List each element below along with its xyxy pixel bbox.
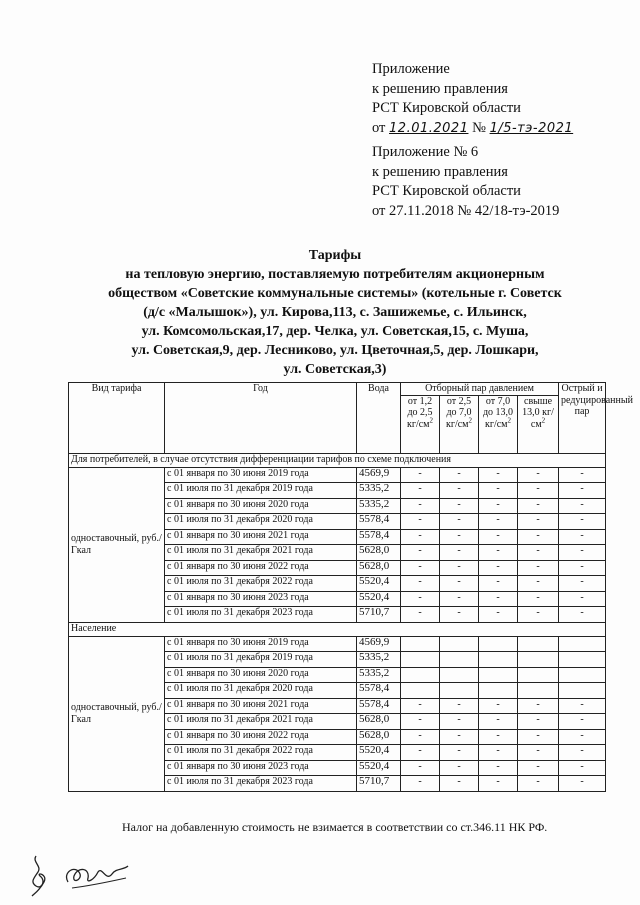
document-title <box>60 246 610 379</box>
sharp-cell: - <box>559 607 606 623</box>
period-cell: с 01 июля по 31 декабря 2023 года <box>165 607 357 623</box>
water-cell: 5578,4 <box>357 683 401 699</box>
p3-cell: - <box>479 483 518 499</box>
p1-cell: - <box>401 607 440 623</box>
period-cell: с 01 января по 30 июня 2020 года <box>165 667 357 683</box>
sharp-cell <box>559 652 606 668</box>
sharp-cell: - <box>559 560 606 576</box>
sharp-cell <box>559 667 606 683</box>
p4-cell: - <box>518 529 559 545</box>
p3-cell <box>479 667 518 683</box>
period-cell: с 01 января по 30 июня 2021 года <box>165 698 357 714</box>
p2-cell <box>440 667 479 683</box>
period-cell: с 01 июля по 31 декабря 2022 года <box>165 576 357 592</box>
sharp-cell: - <box>559 776 606 792</box>
sharp-cell <box>559 683 606 699</box>
p1-cell: - <box>401 545 440 561</box>
tariff-kind-cell: одноставочный, руб./Гкал <box>69 636 165 791</box>
tariff-kind-cell: одноставочный, руб./Гкал <box>69 467 165 622</box>
p4-cell: - <box>518 514 559 530</box>
sharp-cell: - <box>559 498 606 514</box>
p4-cell <box>518 652 559 668</box>
p3-cell: - <box>479 545 518 561</box>
p3-cell: - <box>479 498 518 514</box>
p3-cell: - <box>479 607 518 623</box>
p2-cell: - <box>440 576 479 592</box>
title-line5: ул. Комсомольская,17, дер. Челка, ул. Советская,15, с. Муша, <box>141 324 529 339</box>
water-cell: 5520,4 <box>357 745 401 761</box>
water-cell: 5628,0 <box>357 714 401 730</box>
p3-cell: - <box>479 529 518 545</box>
p4-cell <box>518 683 559 699</box>
p4-cell <box>518 667 559 683</box>
header-p3: от 7,0 до 13,0 $кг/см^2$ <box>479 395 518 453</box>
p2-cell: - <box>440 498 479 514</box>
p4-cell <box>518 636 559 652</box>
title-line1: Тарифы <box>308 248 362 263</box>
period-cell: с 01 июля по 31 декабря 2023 года <box>165 776 357 792</box>
header-p1: от 1,2 до 2,5 $кг/см^2$ <box>401 395 440 453</box>
p3-cell: - <box>479 467 518 483</box>
p2-cell: - <box>440 545 479 561</box>
water-cell: 5628,0 <box>357 560 401 576</box>
p3-cell: - <box>479 560 518 576</box>
p4-cell: - <box>518 498 559 514</box>
table-row <box>69 467 606 483</box>
p3-cell: - <box>479 514 518 530</box>
water-cell: 5578,4 <box>357 514 401 530</box>
sharp-cell: - <box>559 714 606 730</box>
p2-cell: - <box>440 729 479 745</box>
appendix-original-line1: Приложение № 6 <box>372 144 479 160</box>
water-cell: 5520,4 <box>357 591 401 607</box>
header-p2: от 2,5 до 7,0 $кг/см^2$ <box>440 395 479 453</box>
handwritten-date: 12.01.2021 <box>389 120 469 136</box>
p4-cell: - <box>518 591 559 607</box>
water-cell: 4569,9 <box>357 636 401 652</box>
p1-cell: - <box>401 745 440 761</box>
p2-cell: - <box>440 745 479 761</box>
p1-cell: - <box>401 729 440 745</box>
section1-title: Для потребителей, в случае отсутствия дифференциации тарифов по схеме подключения <box>69 453 606 467</box>
p2-cell: - <box>440 467 479 483</box>
p4-cell: - <box>518 607 559 623</box>
handwritten-number: 1/5-тэ-2021 <box>489 120 574 136</box>
p4-cell: - <box>518 576 559 592</box>
period-cell: с 01 июля по 31 декабря 2021 года <box>165 714 357 730</box>
p4-cell: - <box>518 483 559 499</box>
period-cell: с 01 января по 30 июня 2021 года <box>165 529 357 545</box>
water-cell: 5520,4 <box>357 576 401 592</box>
p2-cell: - <box>440 776 479 792</box>
section2-title: Население <box>69 622 606 636</box>
p4-cell: - <box>518 545 559 561</box>
appendix-current-line3: РСТ Кировской области <box>372 100 521 116</box>
p3-cell: - <box>479 714 518 730</box>
p2-cell: - <box>440 714 479 730</box>
header-sharp-steam: Острый и редуцированный пар <box>559 383 606 454</box>
table-row <box>69 636 606 652</box>
p1-cell: - <box>401 591 440 607</box>
title-line2: на тепловую энергию, поставляемую потребителям акционерным <box>125 267 545 282</box>
vat-footnote: Налог на добавленную стоимость не взимается в соответствии со ст.346.11 НК РФ. <box>122 820 548 834</box>
p1-cell: - <box>401 467 440 483</box>
period-cell: с 01 января по 30 июня 2023 года <box>165 591 357 607</box>
p1-cell <box>401 636 440 652</box>
period-cell: с 01 января по 30 июня 2023 года <box>165 760 357 776</box>
sharp-cell: - <box>559 745 606 761</box>
p4-cell: - <box>518 467 559 483</box>
appendix-original-line4: от 27.11.2018 № 42/18-тэ-2019 <box>372 202 560 219</box>
p1-cell: - <box>401 483 440 499</box>
sharp-cell: - <box>559 591 606 607</box>
sharp-cell: - <box>559 529 606 545</box>
p2-cell: - <box>440 607 479 623</box>
title-line4: (д/с «Малышок»), ул. Кирова,113, с. Зашижемье, с. Ильинск, <box>143 305 527 320</box>
header-steam-group: Отборный пар давлением <box>401 383 559 396</box>
p1-cell: - <box>401 576 440 592</box>
p3-cell: - <box>479 576 518 592</box>
p1-cell: - <box>401 776 440 792</box>
appendix-current-line1: Приложение <box>372 61 450 77</box>
water-cell: 5710,7 <box>357 776 401 792</box>
sharp-cell: - <box>559 483 606 499</box>
p4-cell: - <box>518 776 559 792</box>
p2-cell <box>440 636 479 652</box>
water-cell: 5628,0 <box>357 729 401 745</box>
p1-cell: - <box>401 514 440 530</box>
sharp-cell <box>559 636 606 652</box>
sharp-cell: - <box>559 729 606 745</box>
appendix-original-line3: РСТ Кировской области <box>372 183 521 199</box>
sharp-cell: - <box>559 576 606 592</box>
water-cell: 5710,7 <box>357 607 401 623</box>
title-line6: ул. Советская,9, дер. Лесниково, ул. Цветочная,5, дер. Лошкари, <box>131 343 539 358</box>
sharp-cell: - <box>559 545 606 561</box>
sharp-cell: - <box>559 514 606 530</box>
appendix-original-line2: к решению правления <box>372 163 508 180</box>
period-cell: с 01 июля по 31 декабря 2020 года <box>165 683 357 699</box>
tariff-table <box>68 382 633 792</box>
period-cell: с 01 июля по 31 декабря 2019 года <box>165 483 357 499</box>
water-cell: 5520,4 <box>357 760 401 776</box>
p2-cell: - <box>440 591 479 607</box>
water-cell: 5335,2 <box>357 498 401 514</box>
p3-cell: - <box>479 729 518 745</box>
section1-body <box>69 453 606 622</box>
period-cell: с 01 января по 30 июня 2019 года <box>165 467 357 483</box>
p4-cell: - <box>518 560 559 576</box>
title-line3: обществом «Советские коммунальные системы» (котельные г. Советск <box>108 286 562 301</box>
appendix-current-line2: к решению правления <box>372 80 508 97</box>
p3-cell <box>479 652 518 668</box>
water-cell: 5628,0 <box>357 545 401 561</box>
period-cell: с 01 июля по 31 декабря 2021 года <box>165 545 357 561</box>
date-prefix: от <box>372 119 386 136</box>
p1-cell: - <box>401 698 440 714</box>
water-cell: 5578,4 <box>357 698 401 714</box>
water-cell: 5335,2 <box>357 667 401 683</box>
appendix-current-date-line <box>372 119 573 139</box>
p1-cell <box>401 667 440 683</box>
p3-cell: - <box>479 776 518 792</box>
title-line7: ул. Советская,3) <box>283 362 387 377</box>
p4-cell: - <box>518 745 559 761</box>
p3-cell: - <box>479 745 518 761</box>
period-cell: с 01 июля по 31 декабря 2019 года <box>165 652 357 668</box>
p1-cell: - <box>401 560 440 576</box>
p3-cell <box>479 636 518 652</box>
period-cell: с 01 января по 30 июня 2020 года <box>165 498 357 514</box>
p3-cell <box>479 683 518 699</box>
p3-cell: - <box>479 591 518 607</box>
sharp-cell: - <box>559 467 606 483</box>
p1-cell <box>401 652 440 668</box>
section2-body <box>69 622 606 791</box>
header-tariff-kind: Вид тарифа <box>69 383 165 454</box>
period-cell: с 01 июля по 31 декабря 2022 года <box>165 745 357 761</box>
number-prefix: № <box>472 119 486 136</box>
p4-cell: - <box>518 760 559 776</box>
water-cell: 4569,9 <box>357 467 401 483</box>
p1-cell: - <box>401 498 440 514</box>
period-cell: с 01 января по 30 июня 2019 года <box>165 636 357 652</box>
p1-cell: - <box>401 760 440 776</box>
p2-cell: - <box>440 560 479 576</box>
water-cell: 5335,2 <box>357 483 401 499</box>
p2-cell <box>440 683 479 699</box>
period-cell: с 01 января по 30 июня 2022 года <box>165 560 357 576</box>
header-p4: свыше 13,0 $кг/см^2$ <box>518 395 559 453</box>
p4-cell: - <box>518 729 559 745</box>
p1-cell: - <box>401 529 440 545</box>
p1-cell <box>401 683 440 699</box>
p2-cell: - <box>440 529 479 545</box>
water-cell: 5335,2 <box>357 652 401 668</box>
period-cell: с 01 января по 30 июня 2022 года <box>165 729 357 745</box>
appendix-original-block <box>372 143 559 221</box>
water-cell: 5578,4 <box>357 529 401 545</box>
sharp-cell: - <box>559 760 606 776</box>
p2-cell: - <box>440 760 479 776</box>
p2-cell: - <box>440 483 479 499</box>
signature-icon <box>28 852 138 903</box>
header-year: Год <box>165 383 357 454</box>
p3-cell: - <box>479 760 518 776</box>
header-water: Вода <box>357 383 401 454</box>
p4-cell: - <box>518 714 559 730</box>
p4-cell: - <box>518 698 559 714</box>
p3-cell: - <box>479 698 518 714</box>
p1-cell: - <box>401 714 440 730</box>
period-cell: с 01 июля по 31 декабря 2020 года <box>165 514 357 530</box>
p2-cell: - <box>440 514 479 530</box>
appendix-current-block <box>372 60 573 138</box>
p2-cell: - <box>440 698 479 714</box>
sharp-cell: - <box>559 698 606 714</box>
p2-cell <box>440 652 479 668</box>
